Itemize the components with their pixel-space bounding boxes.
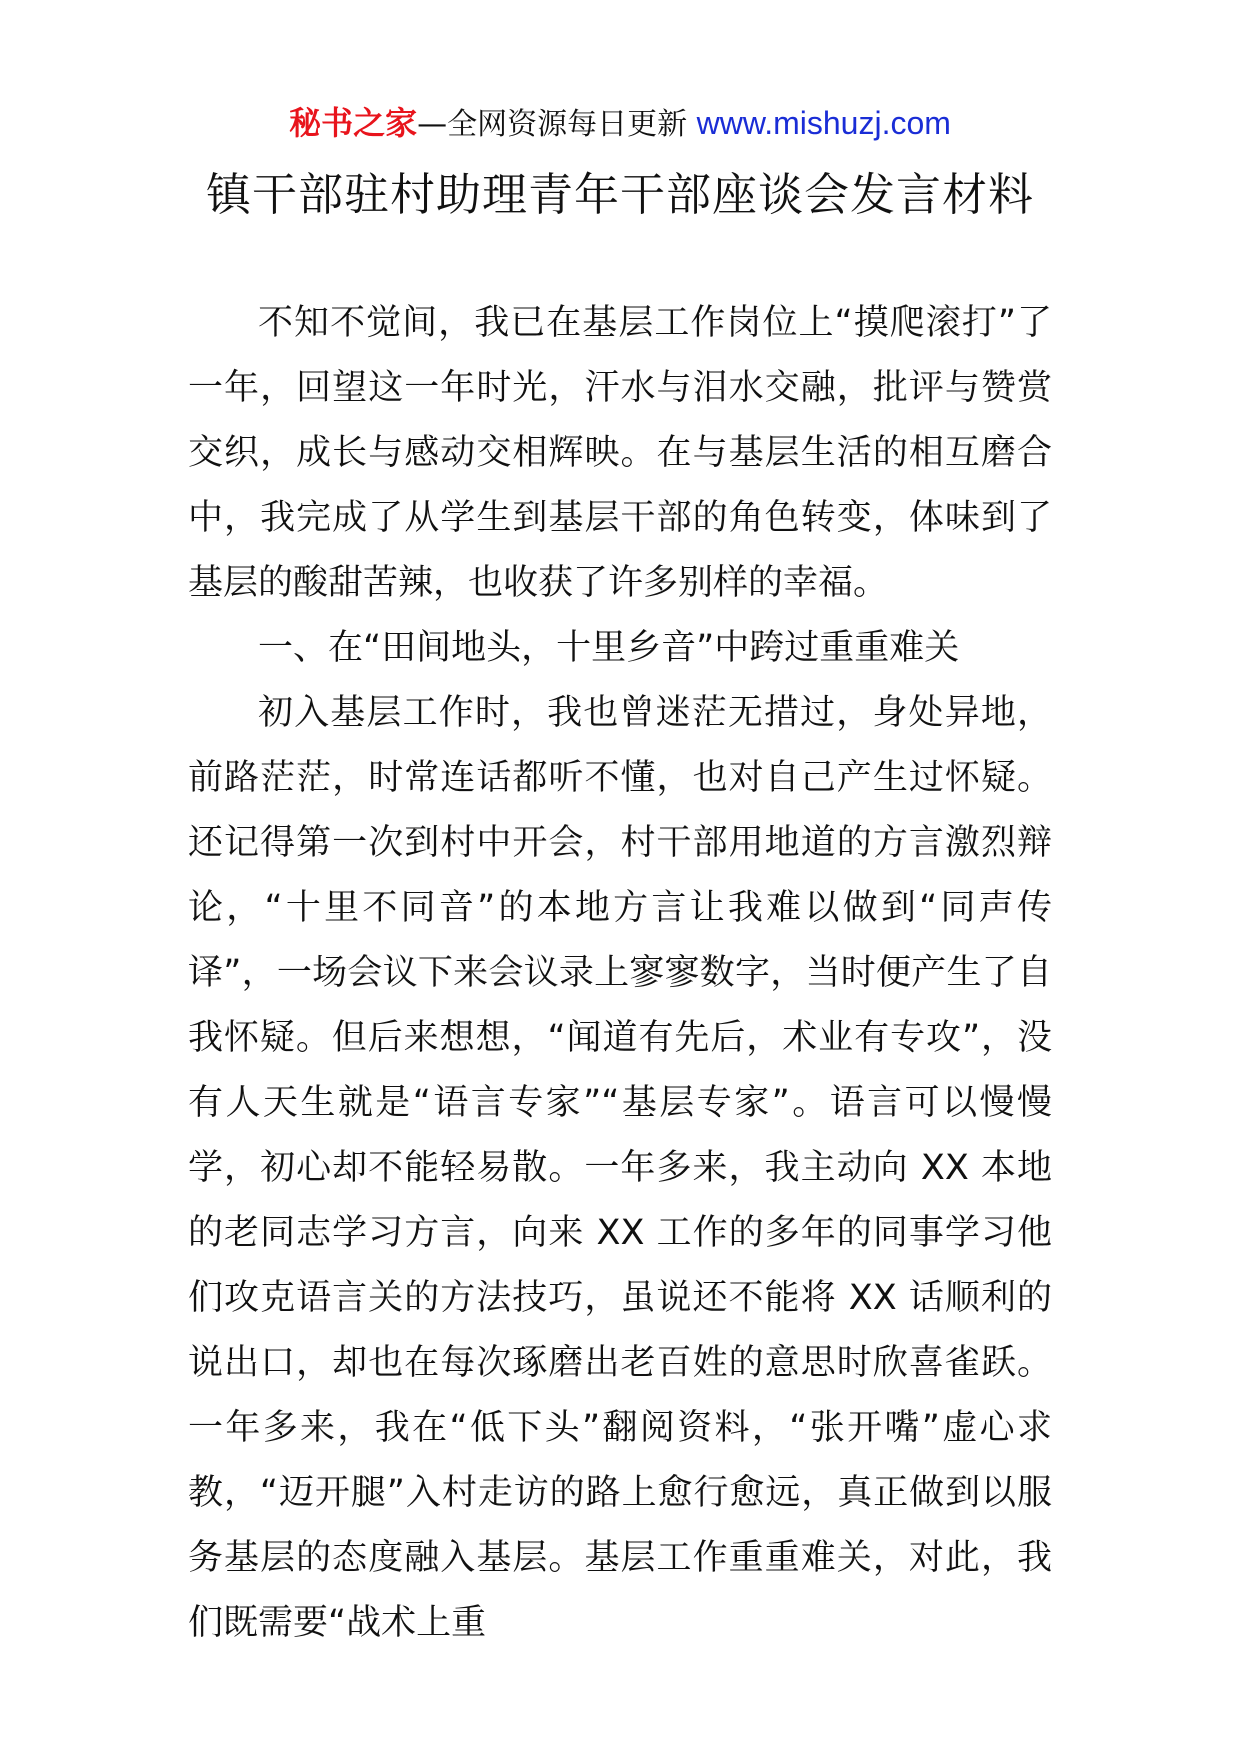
site-tagline: —全网资源每日更新 <box>417 107 688 142</box>
paragraph-intro: 不知不觉间，我已在基层工作岗位上“摸爬滚打”了一年，回望这一年时光，汗水与泪水交融，批评与赞赏交织，成长与感动交相辉映。在与基层生活的相互磨合中，我完成了从学生到基层干部的角色转变，体味到了基层的酸甜苦辣，也收获了许多别样的幸福。 <box>188 303 1052 603</box>
site-header <box>0 103 1240 145</box>
site-name: 秘书之家 <box>289 104 418 142</box>
document-body <box>188 291 1052 1656</box>
paragraph-section-1: 初入基层工作时，我也曾迷茫无措过，身处异地，前路茫茫，时常连话都听不懂，也对自己产生过怀疑。还记得第一次到村中开会，村干部用地道的方言激烈辩论，“十里不同音”的本地方言让我难以做到“同声传译”，一场会议下来会议录上寥寥数字，当时便产生了自我怀疑。但后来想想，“闻道有先后，术业有专攻”，没有人天生就是“语言专家”“基层专家”。语言可以慢慢学，初心却不能轻易散。一年多来，我主动向 XX 本地的老同志学习方言，向来 XX 工作的多年的同事学习他们攻克语言关的方法技巧，虽说还不能将 XX 话顺利的说出口，却也在每次琢磨出老百姓的意思时欣喜雀跃。一年多来，我在“低下头”翻阅资料，“张开嘴”虚心求教，“迈开腿”入村走访的路上愈行愈远，真正做到以服务基层的态度融入基层。基层工作重重难关，对此，我们既需要“战术上重 <box>188 693 1052 1643</box>
document-title: 镇干部驻村助理青年干部座谈会发言材料 <box>205 168 1034 221</box>
site-url-link[interactable]: www.mishuzj.com <box>696 105 951 141</box>
section-heading-1: 一、在“田间地头，十里乡音”中跨过重重难关 <box>258 628 960 668</box>
